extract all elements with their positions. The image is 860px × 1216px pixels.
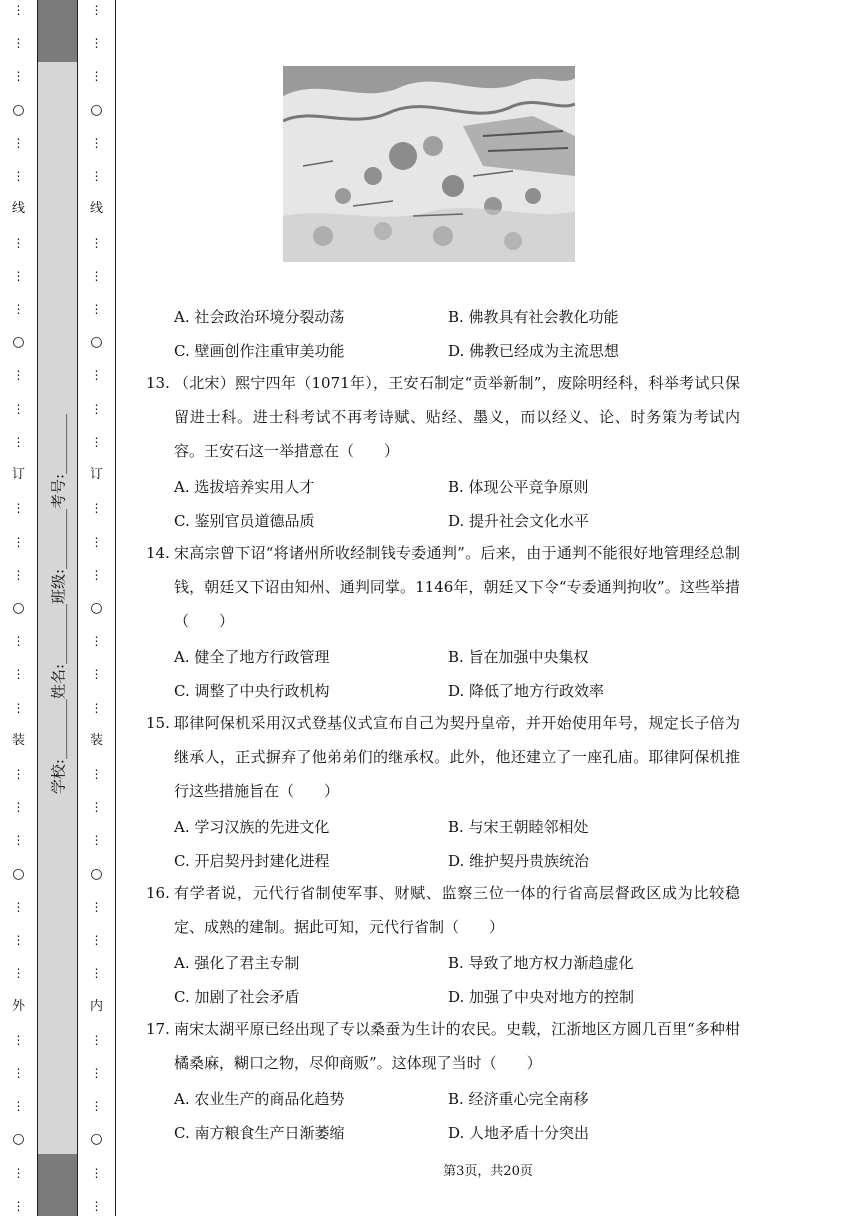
outer-label-wai: 外 (11, 998, 25, 1014)
q13-option-d: D. 提升社会文化水平 (448, 512, 590, 530)
question-stem: 宋高宗曾下诏“将诸州所收经制钱专委通判”。后来，由于通判不能很好地管理经总制钱，朝廷又下诏由知州、通判同掌。1146年，朝廷又下令“专委通判拘收”。这些举措（ ） (174, 544, 740, 630)
q16-option-a: A. 强化了君主专制 (174, 954, 300, 972)
q12-option-d: D. 佛教已经成为主流思想 (448, 342, 620, 360)
q13-option-a: A. 选拔培养实用人才 (174, 478, 315, 496)
q15-options-row-2 (140, 842, 740, 876)
q12-option-a: A. 社会政治环境分裂动荡 (174, 308, 345, 326)
q14-options-row-2 (140, 672, 740, 706)
question-number: 16. (146, 884, 170, 902)
q13-options-row-1 (140, 468, 740, 502)
q16-options-row-1 (140, 944, 740, 978)
inner-label-nei: 内 (89, 998, 103, 1014)
question-number: 14. (146, 544, 170, 562)
q17-option-d: D. 人地矛盾十分突出 (448, 1124, 590, 1142)
q14-option-a: A. 健全了地方行政管理 (174, 648, 330, 666)
q12-option-b: B. 佛教具有社会教化功能 (448, 308, 619, 326)
question-stem: （北宋）熙宁四年（1071年），王安石制定“贡举新制”，废除明经科，科举考试只保留进士科。进士科考试不再考诗赋、贴经、墨义，而以经义、论、时务策为考试内容。王安石这一举措意在（ ） (174, 374, 740, 460)
q17-option-a: A. 农业生产的商品化趋势 (174, 1090, 345, 1108)
q17-option-c: C. 南方粮食生产日渐萎缩 (174, 1124, 345, 1142)
q15-option-d: D. 维护契丹贵族统治 (448, 852, 590, 870)
q17-options-row-1 (140, 1080, 740, 1114)
inner-label-zhuang: 装 (89, 732, 103, 748)
inner-dot-column: ⋮ ⋮ ⋮ ○ ⋮ ⋮ 线 ⋮ ⋮ ⋮ ○ ⋮ ⋮ ⋮ 订 ⋮ ⋮ ⋮ ○ ⋮ ⋮ ⋮ 装 ⋮ ⋮ ⋮ ○ ⋮ ⋮ ⋮ 内 ⋮ ⋮ ⋮ ○ ⋮ ⋮ (89, 3, 103, 1213)
question-15 (140, 706, 740, 808)
question-stem: 有学者说，元代行省制使军事、财赋、监察三位一体的行省高层督政区成为比较稳定、成熟的建制。据此可知，元代行省制（ ） (174, 884, 740, 936)
q16-option-c: C. 加剧了社会矛盾 (174, 988, 300, 1006)
q15-option-a: A. 学习汉族的先进文化 (174, 818, 330, 836)
question-stem: 耶律阿保机采用汉式登基仪式宣布自己为契丹皇帝，并开始使用年号，规定长子倍为继承人，正式摒弃了他弟弟们的继承权。此外，他还建立了一座孔庙。耶律阿保机推行这些措施旨在（ ） (174, 714, 740, 800)
question-number: 15. (146, 714, 170, 732)
mural-image (283, 66, 575, 262)
q15-option-c: C. 开启契丹封建化进程 (174, 852, 330, 870)
question-stem: 南宋太湖平原已经出现了专以桑蚕为生计的农民。史载，江浙地区方圆几百里“多种柑橘桑麻，糊口之物，尽仰商贩”。这体现了当时（ ） (174, 1020, 740, 1072)
q13-option-c: C. 鉴别官员道德品质 (174, 512, 315, 530)
q14-option-c: C. 调整了中央行政机构 (174, 682, 330, 700)
question-number: 13. (146, 374, 170, 392)
binding-margin-inner (78, 0, 116, 1216)
q16-option-d: D. 加强了中央对地方的控制 (448, 988, 635, 1006)
outer-label-ding: 订 (11, 467, 25, 483)
inner-label-ding: 订 (89, 467, 103, 483)
q15-options-row-1 (140, 808, 740, 842)
binding-margin-outer (0, 0, 38, 1216)
q12-options-row-2 (140, 332, 740, 366)
q15-option-b: B. 与宋王朝睦邻相处 (448, 818, 589, 836)
q14-option-d: D. 降低了地方行政效率 (448, 682, 605, 700)
question-16 (140, 876, 740, 944)
question-13 (140, 366, 740, 468)
q14-option-b: B. 旨在加强中央集权 (448, 648, 589, 666)
student-info-fields: 学校:________姓名:________班级:________考号:________ (49, 413, 68, 795)
q16-option-b: B. 导致了地方权力渐趋虚化 (448, 954, 634, 972)
question-content (140, 298, 740, 1148)
mural-illustration (283, 66, 575, 262)
q17-options-row-2 (140, 1114, 740, 1148)
q14-options-row-1 (140, 638, 740, 672)
q12-options-row-1 (140, 298, 740, 332)
page-footer: 第3页，共20页 (443, 1164, 533, 1179)
q13-options-row-2 (140, 502, 740, 536)
question-14 (140, 536, 740, 638)
outer-label-xian: 线 (11, 201, 25, 217)
q17-option-b: B. 经济重心完全南移 (448, 1090, 589, 1108)
student-info (38, 0, 78, 1216)
question-17 (140, 1012, 740, 1080)
q13-option-b: B. 体现公平竞争原则 (448, 478, 589, 496)
q12-option-c: C. 壁画创作注重审美功能 (174, 342, 345, 360)
q16-options-row-2 (140, 978, 740, 1012)
outer-dot-column: ⋮ ⋮ ⋮ ○ ⋮ ⋮ 线 ⋮ ⋮ ⋮ ○ ⋮ ⋮ ⋮ 订 ⋮ ⋮ ⋮ ○ ⋮ ⋮ ⋮ 装 ⋮ ⋮ ⋮ ○ ⋮ ⋮ ⋮ 外 ⋮ ⋮ ⋮ ○ ⋮ ⋮ (11, 3, 25, 1213)
inner-label-xian: 线 (89, 201, 103, 217)
outer-label-zhuang: 装 (11, 732, 25, 748)
question-number: 17. (146, 1020, 170, 1038)
